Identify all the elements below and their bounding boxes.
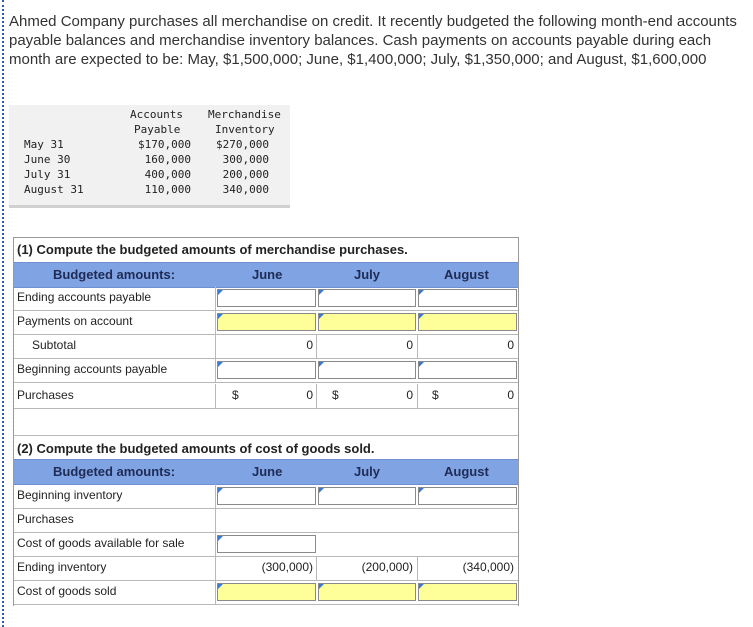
currency-symbol: $ xyxy=(232,388,239,402)
row-label: Purchases xyxy=(17,512,74,526)
payments-july-input[interactable] xyxy=(318,313,416,331)
ending-ap-july-input[interactable] xyxy=(318,289,416,307)
part1-header-row xyxy=(14,262,518,288)
purchases-june: 0 xyxy=(306,388,313,402)
mi-value: 200,000 xyxy=(222,168,269,181)
cogas-june-input[interactable] xyxy=(217,535,316,553)
beginning-ap-row xyxy=(14,358,518,383)
left-border-decoration xyxy=(2,0,4,627)
header-label: Budgeted amounts: xyxy=(53,464,176,479)
cogs-row xyxy=(14,580,518,605)
cogs-worksheet xyxy=(13,436,519,606)
row-label: Beginning accounts payable xyxy=(17,362,168,376)
payments-row xyxy=(14,310,518,335)
row-label: Purchases xyxy=(17,388,74,402)
purchases-july: 0 xyxy=(406,388,413,402)
row-label: Ending accounts payable xyxy=(17,290,152,304)
payments-august-input[interactable] xyxy=(418,313,517,331)
cogs-july-input[interactable] xyxy=(318,583,416,601)
ending-inv-july: (200,000) xyxy=(361,560,413,574)
beginning-inv-august-input[interactable] xyxy=(418,487,517,505)
question-text: Ahmed Company purchases all merchandise on credit. It recently budgeted the following month-end accounts payable balances and merchandise inventory balances. Cash payments on accounts payable during each month are expected to be: May, $1,500,000; June, $1,400,000; July, $1,350,000; and August, $1,600,000 xyxy=(9,13,737,68)
mi-header-1: Merchandise xyxy=(208,108,281,121)
cogs-august-input[interactable] xyxy=(418,583,517,601)
month-label: August 31 xyxy=(24,183,84,196)
ending-ap-row xyxy=(14,286,518,311)
beginning-inv-row xyxy=(14,484,518,509)
header-june: June xyxy=(252,267,283,282)
mi-value: 340,000 xyxy=(222,183,269,196)
subtotal-august: 0 xyxy=(507,338,514,352)
currency-symbol: $ xyxy=(432,388,439,402)
month-label: July 31 xyxy=(24,168,71,181)
row-label: Cost of goods sold xyxy=(17,584,117,598)
subtotal-july: 0 xyxy=(406,338,413,352)
payments-june-input[interactable] xyxy=(217,313,316,331)
part1-title: (1) Compute the budgeted amounts of merchandise purchases. xyxy=(17,242,408,257)
beginning-inv-july-input[interactable] xyxy=(318,487,416,505)
header-july: July xyxy=(354,464,381,479)
ending-ap-june-input[interactable] xyxy=(217,289,316,307)
row-label: Payments on account xyxy=(17,314,133,328)
balances-table xyxy=(9,105,290,208)
subtotal-june: 0 xyxy=(306,338,313,352)
mi-header-2: Inventory xyxy=(215,123,275,136)
ap-header-2: Payable xyxy=(134,123,181,136)
beginning-ap-august-input[interactable] xyxy=(418,361,517,379)
ap-value: 160,000 xyxy=(144,153,191,166)
mi-value: $270,000 xyxy=(216,138,269,151)
purchases-worksheet xyxy=(13,237,519,411)
ending-inv-june: (300,000) xyxy=(261,560,313,574)
ap-value: 400,000 xyxy=(144,168,191,181)
row-label: Cost of goods available for sale xyxy=(17,536,185,550)
header-july: July xyxy=(354,267,381,282)
beginning-inv-june-input[interactable] xyxy=(217,487,316,505)
purchases-row xyxy=(14,508,518,533)
row-label: Ending inventory xyxy=(17,560,107,574)
cogas-row xyxy=(14,532,518,557)
header-august: August xyxy=(444,267,489,282)
mi-value: 300,000 xyxy=(222,153,269,166)
row-label: Beginning inventory xyxy=(17,488,123,502)
purchases-row xyxy=(14,384,518,409)
row-label: Subtotal xyxy=(32,338,77,352)
currency-symbol: $ xyxy=(332,388,339,402)
purchases-august: 0 xyxy=(507,388,514,402)
beginning-ap-june-input[interactable] xyxy=(217,361,316,379)
month-label: May 31 xyxy=(24,138,64,151)
ending-inv-row xyxy=(14,556,518,581)
month-label: June 30 xyxy=(24,153,71,166)
header-august: August xyxy=(444,464,489,479)
subtotal-row xyxy=(14,334,518,359)
part2-title: (2) Compute the budgeted amounts of cost of goods sold. xyxy=(17,441,375,456)
ap-value: 110,000 xyxy=(144,183,191,196)
beginning-ap-july-input[interactable] xyxy=(318,361,416,379)
ap-value: $170,000 xyxy=(138,138,191,151)
ending-inv-august: (340,000) xyxy=(462,560,514,574)
ending-ap-august-input[interactable] xyxy=(418,289,517,307)
part2-header-row xyxy=(14,459,518,485)
cogs-june-input[interactable] xyxy=(217,583,316,601)
header-june: June xyxy=(252,464,283,479)
section-spacer xyxy=(13,410,519,436)
ap-header-1: Accounts xyxy=(130,108,183,121)
header-label: Budgeted amounts: xyxy=(53,267,176,282)
